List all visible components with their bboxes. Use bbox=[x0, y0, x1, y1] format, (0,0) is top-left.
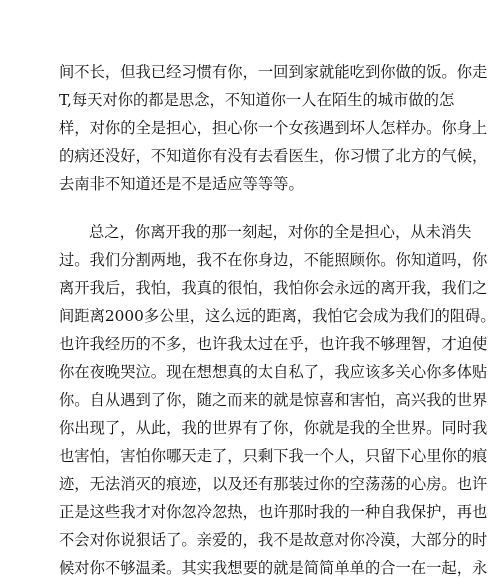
text-line: 过。我们分割两地，我不在你身边，不能照顾你。你知道吗，你 bbox=[59, 251, 488, 269]
paragraph-first-line: 总之，你离开我的那一刻起，对你的全是担心，从未消失 bbox=[89, 223, 472, 241]
text-line: 也许我经历的不多，也许我太过在乎，也许我不够理智，才迫使 bbox=[59, 335, 488, 353]
text-line: 不会对你说狠话了。亲爱的，我不是故意对你冷漠，大部分的时 bbox=[59, 531, 488, 549]
text-line: 你出现了，从此，我的世界有了你，你就是我的全世界。同时我 bbox=[59, 419, 488, 437]
text-line: 间不长，但我已经习惯有你，一回到家就能吃到你做的饭。你走 bbox=[59, 63, 488, 81]
text-line: 候对你不够温柔。其实我想要的就是简简单单的合一在一起，永 bbox=[59, 559, 488, 577]
text-line: 间距离2000多公里，这么远的距离，我怕它会成为我们的阻碍。 bbox=[59, 307, 496, 325]
text-line: 你。自从遇到了你，随之而来的就是惊喜和害怕，高兴我的世界 bbox=[59, 391, 488, 409]
text-line: T,每天对你的都是思念，不知道你一人在陌生的城市做的怎 bbox=[59, 91, 455, 109]
text-line: 去南非不知道还是不是适应等等等。 bbox=[59, 175, 304, 193]
text-line: 正是这些我才对你忽冷忽热，也许那时我的一种自我保护，再也 bbox=[59, 503, 488, 521]
text-line: 迹，无法消灭的痕迹，以及还有那装过你的空荡荡的心房。也许 bbox=[59, 475, 488, 493]
text-line: 也害怕，害怕你哪天走了，只剩下我一个人，只留下心里你的痕 bbox=[59, 447, 488, 465]
text-line: 离开我后，我怕，我真的很怕，我怕你会永远的离开我，我们之 bbox=[59, 279, 488, 297]
text-line: 你在夜晚哭泣。现在想想真的太自私了，我应该多关心你多体贴 bbox=[59, 363, 488, 381]
text-line: 样，对你的全是担心，担心你一个女孩遇到坏人怎样办。你身上 bbox=[59, 119, 488, 137]
text-line: 的病还没好，不知道你有没有去看医生，你习惯了北方的气候， bbox=[59, 147, 488, 165]
